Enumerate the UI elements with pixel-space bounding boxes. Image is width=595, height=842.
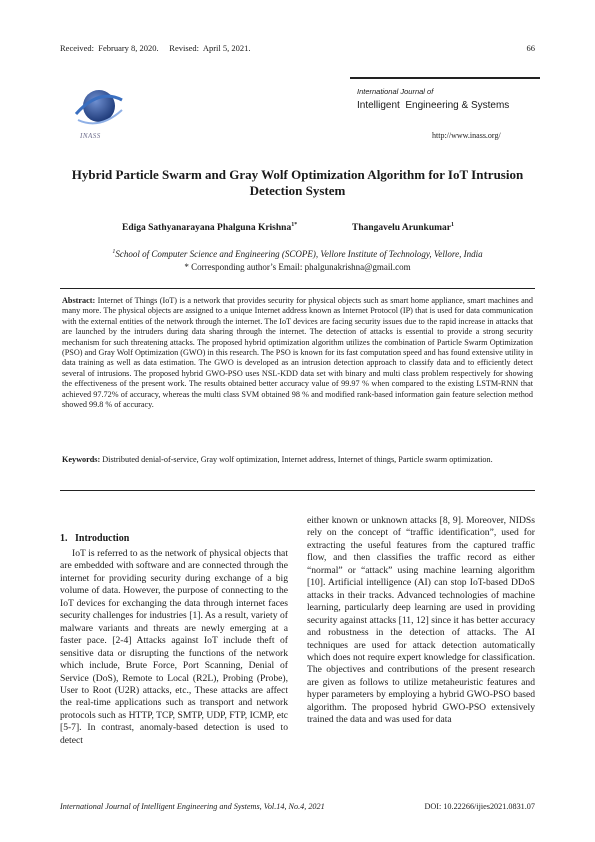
journal-name-line2: Intelligent Engineering & Systems (357, 100, 510, 111)
abstract-label: Abstract: (62, 296, 96, 305)
abstract-bottom-rule (60, 490, 535, 491)
author-2-name: Thangavelu Arunkumar (352, 223, 451, 234)
author-2 (352, 222, 454, 233)
author-2-affiliation-mark: 1 (451, 222, 454, 228)
footer-journal-citation: International Journal of Intelligent Engineering and Systems, Vol.14, No.4, 2021 (60, 802, 325, 811)
page-number: 66 (526, 43, 535, 53)
inass-logo (70, 80, 128, 140)
abstract-text: Internet of Things (IoT) is a network that provides security for physical objects such as smart home appliance, smart machines and many more. The physical objects are assigned to a unique Internet address known as Internet Protocol (IP) that is used for data communication with the external entities of the network through the internet. The IoT devices are facing security issues due to the rapid increase in attacks that are launched by the intruders during data sharing through the internet. The detection of attacks is essential to provide a strong security mechanism for such threatening attacks. The proposed hybrid optimization algorithm utilizes the combination of Particle Swarm Optimization (PSO) and Gray Wolf Optimization (GWO) in this research. The PSO is known for its fast computation speed and has found extensive utility in data training as well as data estimation. The GWO is developed as an intrusion detection approach to classify data and to efficiently detect several of intrusions. The proposed hybrid GWO-PSO uses NSL-KDD data set with binary and multi class problem respectively for showing the effectiveness of the present work. The results obtained better accuracy value of 99.97 % when compared to the existing LSTM-RNN that achieved 97.72% of accuracy, whereas the multi class SVM obtained 98 % and modified rank-based information gain feature selection method showed 99.8 % of accuracy. (62, 296, 533, 410)
logo-wordmark: INASS (80, 132, 101, 140)
intro-column-1: IoT is referred to as the network of physical objects that are embedded with software and are connected through the internet for providing security during exchange of a big volume of data. However, the purpose of connecting to the IoT devices for exchanging the data through internet faces security challenges for industries [1]. As a result, variety of malware variants and threats are newly emerging at a faster pace. [2-4] Attacks against IoT include theft of sensitive data or disrupting the functions of the network which include, Brute Force, Port Scanning, Denial of Service (DoS), Remote to Local (R2L), Probing (Probe), User to Root (U2R) attacks, etc., These attacks are affect the real-time applications such as transport and network protocols such as HTTP, TCP, SMTP, UDP, FTP, ICMP, etc [5-7]. In contrast, anomaly-based detection is used to detect (60, 548, 288, 746)
keywords (62, 455, 533, 465)
journal-rule (350, 77, 540, 79)
journal-url[interactable]: http://www.inass.org/ (432, 131, 501, 140)
keywords-label: Keywords: (62, 455, 101, 464)
paper-title: Hybrid Particle Swarm and Gray Wolf Optimization Algorithm for IoT Intrusion Detection System (71, 167, 524, 198)
abstract-top-rule (60, 288, 535, 289)
author-1-name: Ediga Sathyanarayana Phalguna Krishna (122, 223, 292, 234)
author-1 (122, 222, 297, 233)
abstract (62, 296, 533, 410)
logo-sphere (83, 90, 115, 122)
author-1-affiliation-mark: 1* (291, 222, 298, 228)
journal-name-line1: International Journal of (357, 87, 434, 96)
affiliation-mark: 1 (112, 249, 116, 255)
intro-column-2: either known or unknown attacks [8, 9]. Moreover, NIDSs rely on the concept of “traffic identification”, used for extracting the useful features from the captured traffic flow, and then classifies the traffic record as either “normal” or “attack” using machine learning algorithm [10]. Artificial intelligence (AI) can stop IoT-based DDoS attacks in their tracks. Advanced technologies of machine learning, particularly deep learning are used in providing security against attacks [11, 12] since it has better accuracy and robustness in the detection of attacks. The AI techniques are used for attack detection automatically which does not require expert knowledge for classification. The objectives and contributions of the present research are given as follows to utilize metaheuristic features and hyper parameters by employing a hybrid GWO-PSO based algorithm. The proposed hybrid GWO-PSO extensively trained the data and was used for data (307, 515, 535, 726)
received-revised-dates: Received: February 8, 2020. Revised: April 5, 2021. (60, 43, 251, 53)
keywords-text: Distributed denial-of-service, Gray wolf optimization, Internet address, Internet of things, Particle swarm optimization. (102, 455, 493, 464)
section-heading-introduction: 1. Introduction (60, 533, 130, 544)
affiliation-text: School of Computer Science and Engineering (SCOPE), Vellore Institute of Technology, Vellore, India (115, 249, 483, 259)
footer-doi: DOI: 10.22266/ijies2021.0831.07 (424, 802, 535, 811)
corresponding-email: * Corresponding author’s Email: phalgunakrishna@gmail.com (184, 262, 411, 272)
affiliation (60, 249, 535, 259)
